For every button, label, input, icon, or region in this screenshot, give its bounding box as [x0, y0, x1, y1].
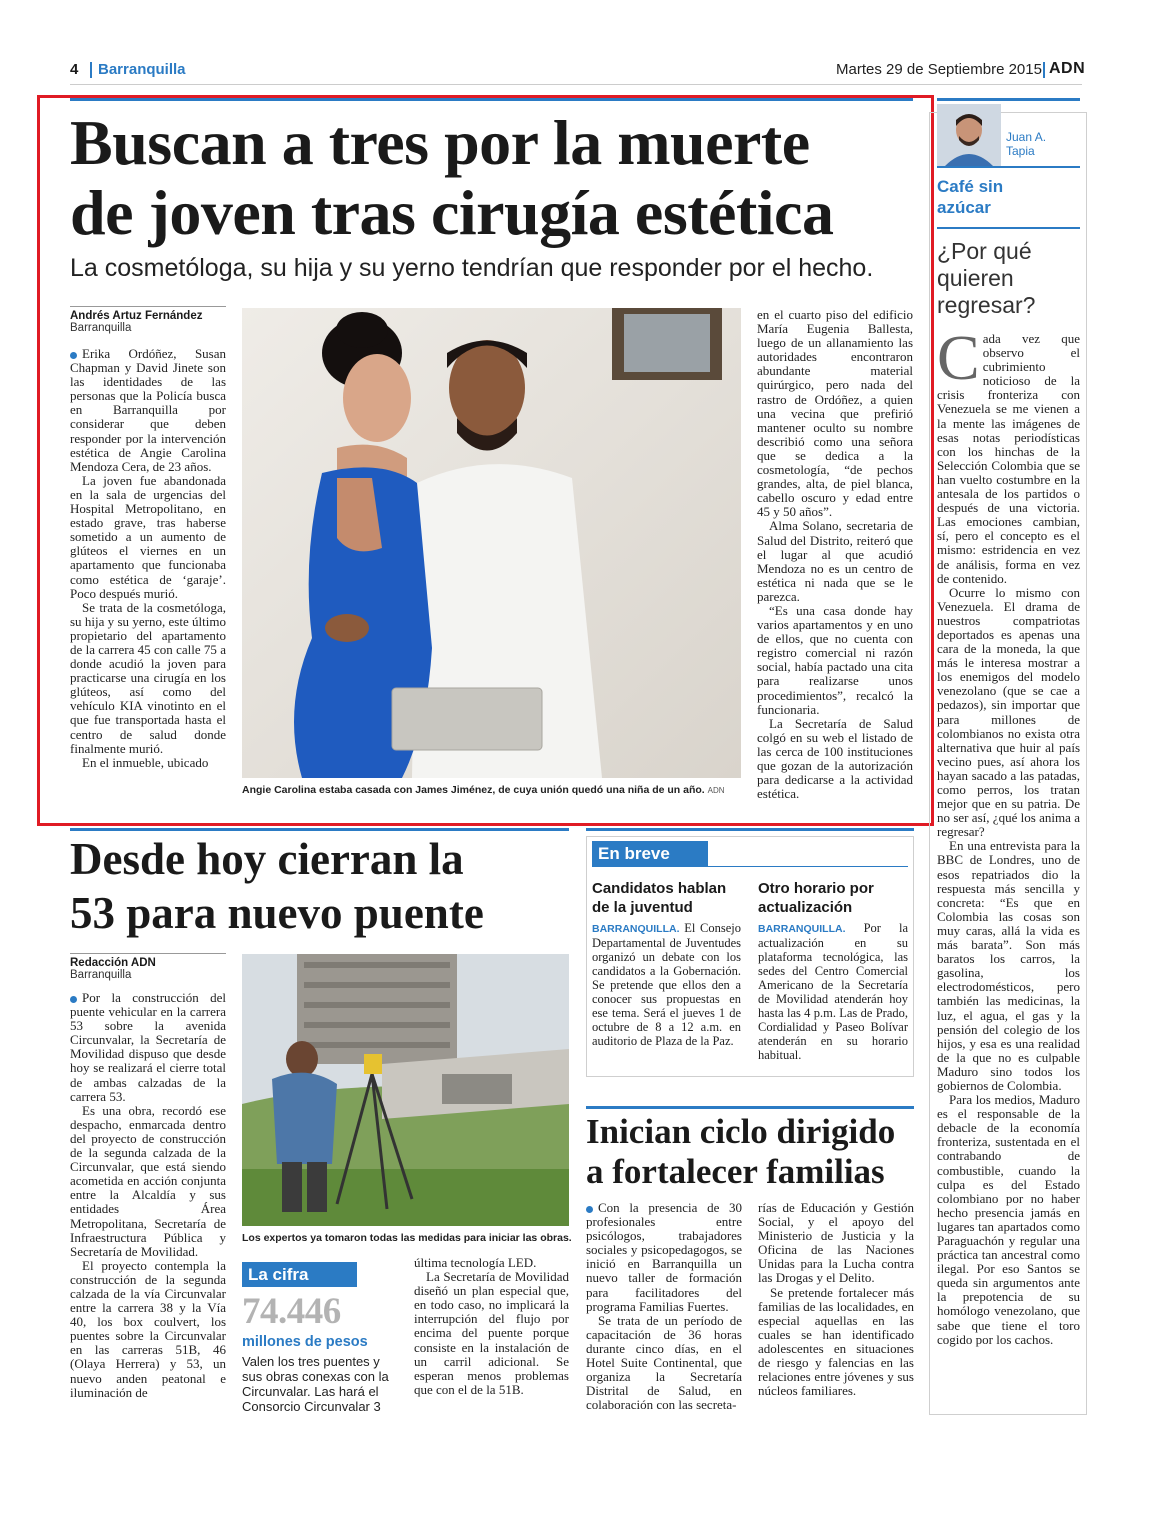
column-rule	[937, 227, 1080, 229]
column-title-line2: azúcar	[937, 198, 991, 217]
paragraph	[937, 322, 1080, 586]
paragraph: rías de Educación y Gestión Social, y el apoyo del Ministerio de Justicia y la Oficina de las Naciones Unidas para la Lucha contra las Drogas y el Delito.	[758, 1200, 914, 1286]
main-headline-line1: Buscan a tres por la muerte	[70, 107, 810, 178]
breve-body	[758, 921, 908, 1062]
highlight-frame	[37, 95, 934, 826]
paragraph: Para los medios, Maduro es el responsable de la debacle de la economía fronteriza, sustentada en el contrabando de combustible, cuando la culpa es del Estado colombiano por no haber hecho presencia jamás en lugares tan apartados como Paraguachón y regular una práctica tan ancestral como ilegal. Por eso Santos se queda sin argumentos ante la prepotencia de su homólogo venezolano, que sabe que tiene el toro cogido por los cachos.	[937, 1092, 1080, 1347]
photo-credit: ADN	[707, 786, 725, 795]
paragraph	[70, 991, 226, 1104]
la-cifra-text: Valen los tres puentes y sus obras conexas con la Circunvalar. Las hará el Consorcio Circunvalar 3	[242, 1354, 389, 1414]
la-cifra-number: 74.446	[242, 1291, 341, 1332]
paragraph: Alma Solano, secretaria de Salud del Distrito, reiteró que el lugar al que acudió Mendoza no es un centro de estética ni nada que se le parezca.	[757, 518, 913, 604]
breve-headline: Otro horario por actualización	[758, 880, 874, 916]
page-number: 4	[70, 61, 79, 78]
paragraph: El proyecto contempla la construcción de la segunda calzada de la vía Circunvalar entre la carrera 38 y la Vía 40, los box coulvert, los puentes sobre la Circunvalar en las carreras 51B, 46 (Olaya Herrera) y 53, un nuevo anden peatonal e iluminación de	[70, 1257, 226, 1400]
paragraph: en el cuarto piso del edificio María Eugenia Ballesta, luego de un allanamiento las autoridades encontraron abundante material quirúrgico, pero nada del rastro de Ordóñez, a quien una vecina que prefirió mantener oculto su nombre describió como una señora que se dedica a la cosmetología, “de pechos grandes, alta, de piel blanca, cabello oscuro y edad entre 45 y 50 años”.	[757, 307, 913, 520]
story2-headline	[70, 832, 570, 940]
paragraph-text: Por la construcción del puente vehicular en la carrera 53 sobre la avenida Circunvalar, la Secretaría de Movilidad dispuso que desde hoy se realizará el cierre total de ambas calzadas de la carrera 53.	[70, 990, 226, 1104]
story3-headline	[586, 1112, 916, 1192]
header-separator	[90, 62, 92, 78]
column-top-bar	[937, 98, 1080, 101]
story2-photo-caption: Los expertos ya tomaron todas las medidas para iniciar las obras.	[242, 1232, 572, 1244]
paragraph: “Es una casa donde hay varios apartamentos y en uno de ellos, que no cuenta con registro comercial ni razón social, había pactado una cita para realizarse unos procedimientos”, recalcó la funcionaria.	[757, 602, 913, 717]
story3-headline-line1: Inician ciclo dirigido	[586, 1112, 896, 1151]
breve-headline: Candidatos hablan de la juventud	[592, 880, 727, 916]
column-question: ¿Por qué quieren regresar?	[937, 238, 1036, 318]
main-deck: La cosmetóloga, su hija y su yerno tendrían que responder por el hecho.	[70, 254, 874, 282]
byline-place: Barranquilla	[70, 969, 132, 981]
story3-top-bar	[586, 1106, 914, 1109]
paragraph: La Secretaría de Movilidad diseñó un plan especial que, en todo caso, no implicará la interrupción del flujo por encima del puente porque consiste en la instalación de un carril adicional. Se esperan menos problemas que con el de la 51B.	[414, 1269, 569, 1397]
main-headline-line2: de joven tras cirugía estética	[70, 177, 834, 248]
header-rule	[70, 84, 1082, 85]
column-title-line1: Café sin	[937, 177, 1004, 196]
breve-text: Por la actualización en su plataforma tecnológica, las sedes del Centro Comercial Americano de la Secretaría de Movilidad atenderán hoy hasta las 4 p.m. Las de Prado, Cordialidad y Paseo Bolívar atenderán en su horario habitual.	[758, 921, 909, 1062]
breve-kicker: BARRANQUILLA.	[758, 923, 846, 935]
paragraph: La joven fue abandonada en la sala de urgencias del Hospital Metropolitano, en estado grave, tras haberse sometido a un aumento de glúteos el viernes en un apartamento que funcionaba como estética de ‘garaje’. Poco después murió.	[70, 472, 226, 601]
columnist-avatar	[937, 104, 1001, 166]
paragraph: Es una obra, recordó ese despacho, enmarcada dentro del proyecto de construcción de la segunda calzada de la Circunvalar, que está siendo acometida en acción conjunta entre la Alcaldía y sus entidades Área Metropolitana, Secretaría de Infraestructura Pública y Secretaría de Movilidad.	[70, 1102, 226, 1259]
story3-col2	[758, 1201, 914, 1398]
en-breve-top-bar	[586, 828, 914, 831]
paragraph: Se trata de la cosmetóloga, su hija y su yerno, este último propietario del apartamento de la carrera 45 con calle 75 a donde acudió la joven para practicarse una cirugía en los glúteos, así como del vehículo KIA vinotinto en el que fue transportada hasta el centro de salud donde finalmente murió.	[70, 599, 226, 756]
story2-byline	[70, 953, 226, 981]
story2-headline-line2: 53 para nuevo puente	[70, 888, 484, 938]
column-body	[937, 322, 1080, 1347]
paragraph-text: Con la presencia de 30 profesionales entre psicólogos, trabajadores sociales y psicopedagogos, se inició en Barranquilla un nuevo taller de formación para facilitadores del programa Familias Fuertes.	[586, 1200, 742, 1314]
breve-item-1	[592, 879, 741, 1048]
paragraph: Ocurre lo mismo con Venezuela. El drama de nuestros compatriotas deportados es apenas una cara de la moneda, la que más le interesa mostrar a los enemigos del modelo venezolano (que se cae a pedazos), sin importar que para millones de colombianos no exista otra alternativa que huir al país vecino pues, así ahora los hayan sacado a las patadas, como perros, los tratan mejor que en su patria. De no ser así, ¿qué los anima a regresar?	[937, 584, 1080, 840]
en-breve-rule	[708, 866, 908, 867]
story2-col3	[414, 1256, 569, 1397]
paragraph-text: Erika Ordóñez, Susan Chapman y David Jinete son las identidades de las personas que la Policía busca en Barranquilla por considerar que deben responder por la intervención estética de Angie Carolina Mendoza Cera, de 23 años.	[70, 346, 226, 474]
story2-photo	[242, 954, 569, 1226]
paragraph: En una entrevista para la BBC de Londres, uno de esos repatriados dio la respuesta más sencilla y concreta: “Es que en Colombia las cosas son muy caras, allá la vida es más barata”. Son más baratos los carros, la gasolina, los electrodomésticos, pero también las medicinas, la luz, el agua, el gas y la pensión del colegio de los hijos, y esa es una realidad de la que no es culpable Maduro sino todos los gobiernos de Colombia.	[937, 838, 1080, 1093]
story3-headline-line2: a fortalecer familias	[586, 1152, 885, 1191]
section-name: Barranquilla	[98, 61, 186, 78]
breve-text: El Consejo Departamental de Juventudes organizó un debate con los candidatos a la Gobernación. Se pretende que ellos den a conocer sus propuestas en ese tema. Será el jueves 1 de octubre de 8 a 12 a.m. en auditorio de Plaza de la Paz.	[592, 921, 741, 1048]
story2-headline-line1: Desde hoy cierran la	[70, 834, 464, 884]
breve-kicker: BARRANQUILLA.	[592, 923, 680, 935]
columnist-name	[1006, 130, 1046, 158]
bullet-dot-icon	[70, 996, 77, 1003]
la-cifra-unit: millones de pesos	[242, 1334, 368, 1350]
byline-author: Redacción ADN	[70, 957, 156, 969]
byline-rule	[70, 953, 226, 954]
column-title	[937, 176, 1003, 218]
columnist-first-name: Juan A.	[1006, 130, 1047, 144]
paragraph: En el inmueble, ubicado	[82, 754, 209, 770]
issue-date: Martes 29 de Septiembre 2015	[836, 61, 1042, 78]
brand-separator	[1043, 62, 1045, 78]
caption-text: Angie Carolina estaba casada con James Jiménez, de cuya unión quedó una niña de un año.	[242, 784, 705, 796]
dropcap: C	[937, 322, 980, 393]
brand-logo: ADN	[1049, 60, 1086, 77]
paragraph-text: ada vez que observo el cubrimiento noticioso de la crisis fronteriza con Venezuela se me vienen a la mente las imágenes de esas notas periodísticas con los hinchas de la Selección Colombia que se han vuelto costumbre en la antesala de los partidos o después de una victoria. Las emociones cambian, sí, pero el concepto es el mismo: estridencia en vez de análisis, forma en vez de contenido.	[937, 331, 1080, 586]
columnist-photo	[937, 104, 1001, 166]
story2-col1	[70, 991, 226, 1400]
bullet-dot-icon	[586, 1206, 593, 1213]
paragraph	[586, 1201, 742, 1314]
paragraph: última tecnología LED.	[414, 1255, 537, 1270]
columnist-last-name: Tapia	[1006, 144, 1035, 158]
construction-photo-illustration	[242, 954, 569, 1226]
la-cifra-tag: La cifra	[242, 1262, 357, 1287]
paragraph: Se pretende fortalecer más familias de las localidades, en especial aquellas en las cuales se han identificado adolescentes en situaciones de riesgo y falencias en las relaciones entre jóvenes y sus núcleos familiares.	[758, 1284, 914, 1399]
story2-top-bar	[70, 828, 569, 831]
byline-author: Andrés Artuz Fernández	[70, 310, 203, 322]
breve-body	[592, 921, 741, 1048]
breve-item-2	[758, 879, 908, 1062]
en-breve-tag: En breve	[592, 841, 708, 867]
column-rule	[937, 166, 1080, 168]
paragraph: La Secretaría de Salud colgó en su web el listado de las cerca de 100 instituciones que gozan de la autorización para dedicarse a la actividad estética.	[757, 715, 913, 802]
byline-place: Barranquilla	[70, 322, 132, 334]
paragraph: Se trata de un período de capacitación de 36 horas durante cinco días, en el Hotel Suite Continental, que organiza la Secretaría Distrital de Salud, en colaboración con las secreta-	[586, 1312, 742, 1413]
story3-col1	[586, 1201, 742, 1412]
